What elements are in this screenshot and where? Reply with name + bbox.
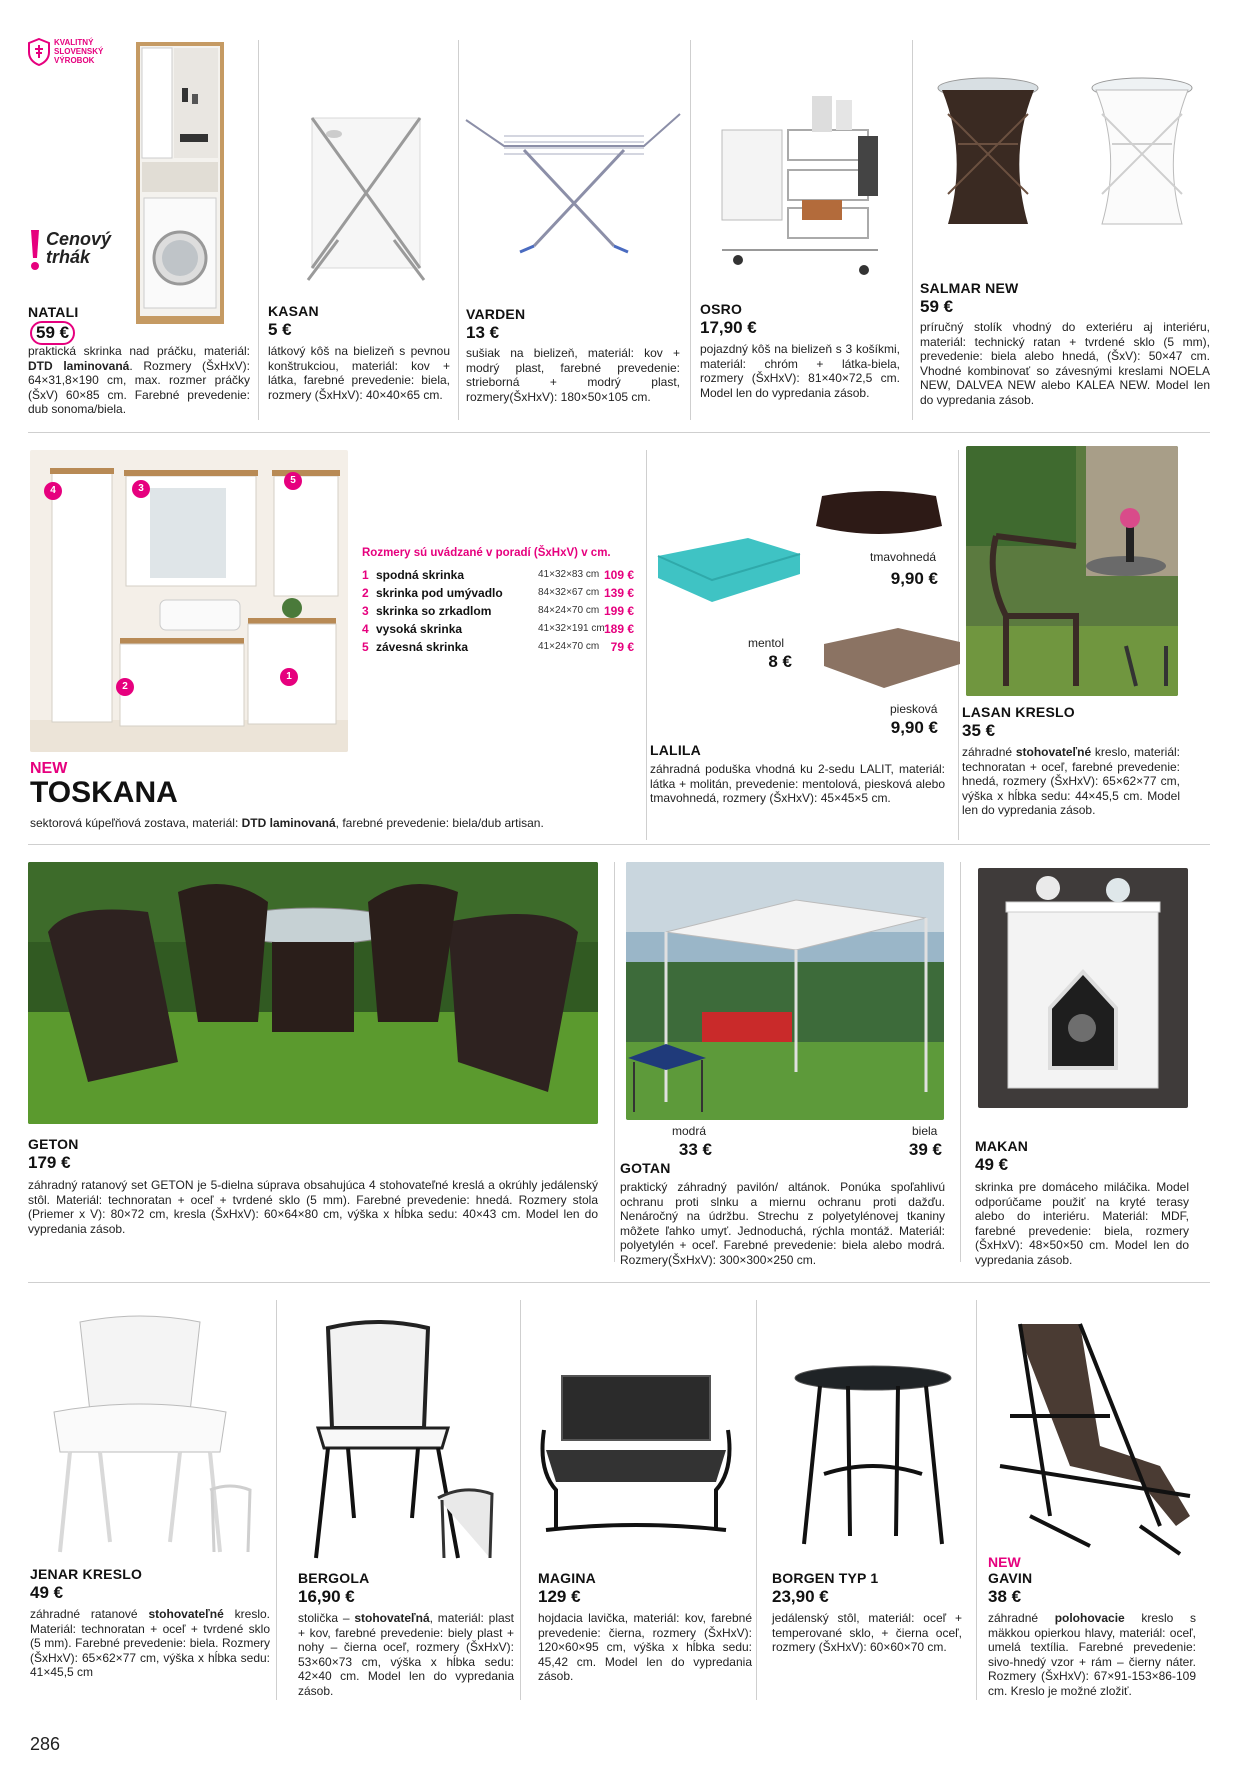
variant-price: 33 €	[678, 1140, 712, 1159]
marker-badge: 5	[284, 472, 302, 490]
product-name: MAGINA	[538, 1570, 596, 1586]
quality-badge	[28, 38, 128, 72]
desc-text: záhradné ratanové	[30, 1607, 138, 1621]
product-description: jedálenský stôl, materiál: oceľ + temperované sklo, + čierna oceľ, rozmery (ŠxHxV): 60×60×70 cm.	[772, 1611, 962, 1655]
gavin-new-label: NEW	[988, 1554, 1021, 1570]
product-price: 23,90 €	[772, 1587, 829, 1606]
item-dims: 41×32×191 cm	[538, 623, 605, 634]
product-name: OSRO	[700, 301, 743, 317]
toskana-item	[362, 640, 634, 660]
desc-text: . Rozmery (ŠxHxV): 64×31,8×190 cm, max. rozmer práčky (ŠxV) 60×85 cm. Farebné prevedenie: dub sonoma/biela.	[28, 358, 250, 417]
product-description: sušiak na bielizeň, materiál: kov + modrý plast, farebné prevedenie: strieborná + modrý plast, rozmery(ŠxHxV): 180×50×105 cm.	[466, 346, 680, 404]
product-name: NATALI	[28, 304, 79, 320]
product-name: BERGOLA	[298, 1570, 370, 1586]
item-price: 199 €	[603, 604, 634, 618]
marker-badge: 2	[116, 678, 134, 696]
product-name: LALILA	[650, 742, 701, 758]
item-dims: 41×24×70 cm	[538, 641, 600, 652]
jenar-image	[40, 1312, 270, 1564]
desc-text: kreslo, materiál: technoratan + oceľ, farebné prevedenie: hnedá, rozmery (ŠxHxV): 65×62×77 cm, výška x hĺbka sedu: 44×45,5 cm. Model len do vypredania zásob.	[962, 745, 1180, 818]
page-number: 286	[30, 1734, 61, 1754]
toskana-image	[30, 450, 348, 752]
item-price: 189 €	[603, 622, 634, 636]
item-dims: 41×32×83 cm	[538, 569, 600, 580]
product-name: GOTAN	[620, 1160, 671, 1176]
gavin-image	[990, 1316, 1200, 1560]
desc-text: kreslo s mäkkou opierkou hlavy, materiál: oceľ, umelá textília. Farebné prevedenie: sivo-hnedý vzor + rám – čierny náter. Rozmery (ŠxHxV): 67×91-153×86-109 cm. Kreslo je možné zložiť.	[988, 1611, 1196, 1698]
product-price: 49 €	[30, 1583, 64, 1602]
toskana-item	[362, 568, 634, 588]
variant-label: tmavohnedá	[870, 550, 937, 564]
product-description: pojazdný kôš na bielizeň s 3 košíkmi, materiál: chróm + látka-biela, rozmery (ŠxHxV): 81×40×72,5 cm. Model len do vypredania zásob.	[700, 342, 900, 400]
bergola-image	[308, 1318, 508, 1572]
item-label: skrinka pod umývadlo	[376, 586, 503, 600]
desc-text: kreslo. Materiál: technoratan + oceľ + tvrdené sklo (5 mm). Farebné prevedenie: biela. Rozmery (ŠxHxV): 65×62×77 cm, výška x hĺbka sedu: 41×45,5 cm	[30, 1607, 271, 1680]
toskana-description	[30, 816, 650, 831]
marker-badge: 4	[44, 482, 62, 500]
borgen-image	[790, 1364, 956, 1550]
desc-bold: DTD laminovaná	[241, 816, 336, 830]
desc-bold: polohovacie	[1054, 1611, 1125, 1625]
varden-image	[464, 106, 682, 256]
kasan-image	[298, 110, 434, 290]
lasan-image	[966, 446, 1178, 696]
product-price: 129 €	[538, 1587, 581, 1606]
product-name: VARDEN	[466, 306, 526, 322]
makan-image	[978, 868, 1188, 1108]
product-price: 35 €	[962, 721, 996, 740]
item-number: 2	[362, 586, 369, 600]
variant-price: 8 €	[768, 652, 792, 671]
variant-label: piesková	[890, 702, 938, 716]
desc-bold: DTD laminovaná	[28, 358, 130, 373]
variant-label: biela	[912, 1124, 938, 1138]
desc-text: stolička –	[298, 1611, 350, 1625]
product-price: 38 €	[988, 1587, 1022, 1606]
desc-bold: stohovateľné	[148, 1607, 224, 1621]
toskana-title: TOSKANA	[30, 776, 178, 809]
item-dims: 84×32×67 cm	[538, 587, 600, 598]
promo-line: trhák	[46, 247, 91, 267]
product-price: 59 €	[920, 297, 954, 316]
lalila-sand-cushion-image	[818, 622, 966, 694]
marker-badge: 1	[280, 668, 298, 686]
product-name: GETON	[28, 1136, 79, 1152]
gotan-image	[626, 862, 944, 1120]
natali-image	[130, 38, 230, 328]
product-description: hojdacia lavička, materiál: kov, farebné prevedenie: čierna, rozmery (ŠxHxV): 120×60×95 cm, výška x hĺbka sedu: 45,42 cm. Model len do vypredania zásob.	[538, 1611, 752, 1684]
item-label: spodná skrinka	[376, 568, 465, 582]
product-name: MAKAN	[975, 1138, 1029, 1154]
product-price: 13 €	[466, 323, 500, 342]
item-label: vysoká skrinka	[376, 622, 463, 636]
toskana-item	[362, 586, 634, 606]
item-label: závesná skrinka	[376, 640, 469, 654]
product-description: príručný stolík vhodný do exteriéru aj interiéru, materiál: technický ratan + tvrdené sklo (5 mm), prevedenie: biela alebo hnedá, (ŠxV): 50×47 cm. Vhodné kombinovať so závesnými kreslami NOELA NEW, DALVEA NEW alebo KALEA NEW. Model len do vypredania zásob.	[920, 320, 1210, 407]
product-description: skrinka pre domáceho miláčika. Model odporúčame použiť na kryté terasy alebo do interiéru. Materiál: MDF, farebné prevedenie: biela, rozmery (ŠxHxV): 48×50×50 cm. Model len do vypredania zásob.	[975, 1180, 1189, 1267]
product-description: záhradný ratanový set GETON je 5-dielna súprava obsahujúca 4 stohovateľné kreslá a okrúhly jedálenský stôl. Materiál: technoratan + oceľ + tvrdené sklo (5 mm). Farebné prevedenie: hnedá. Rozmery stola (Priemer x V): 80×72 cm, kresla (ŠxHxV): 60×64×80 cm, výška x hĺbka sedu: 40×43 cm. Model len do vypredania zásob.	[28, 1178, 598, 1236]
geton-image	[28, 862, 598, 1124]
product-price: 5 €	[268, 320, 292, 339]
desc-text: , materiál: plast + kov, farebné prevedenie: biely plast + nohy – čierna oceľ, rozmery (ŠxHxV): 53×60×73 cm, výška x hĺbka sedu: 42×40 cm. Model len do vypredania zásob.	[298, 1611, 514, 1698]
item-price: 139 €	[603, 586, 634, 600]
lalila-mentol-cushion-image	[652, 530, 804, 610]
toskana-item	[362, 622, 634, 642]
product-name: KASAN	[268, 303, 319, 319]
toskana-item	[362, 604, 634, 624]
exclamation-icon	[28, 228, 42, 272]
product-price: 49 €	[975, 1155, 1009, 1174]
promo-line: Cenový	[46, 229, 112, 249]
badge-line: SLOVENSKÝ	[54, 47, 104, 56]
desc-bold: stohovateľná	[354, 1611, 430, 1625]
salmar-image	[928, 74, 1208, 236]
product-description: praktický záhradný pavilón/ altánok. Ponúka spoľahlivú ochranu proti slnku a miernu ochranu proti dažďu. Nenáročný na údržbu. Strechu z polyetylénovej tkaniny môžete ľahko umyť. Jednoduchá, rýchla montáž. Materiál: polyetylén + oceľ. Farebné prevedenie: biela alebo modrá. Rozmery(ŠxHxV): 300×300×250 cm.	[620, 1180, 945, 1267]
lalila-dark-cushion-image	[812, 486, 946, 546]
item-price: 79 €	[610, 640, 634, 654]
variant-label: mentol	[748, 636, 785, 650]
product-description	[298, 1611, 514, 1699]
product-price: 16,90 €	[298, 1587, 355, 1606]
product-name: GAVIN	[988, 1570, 1033, 1586]
desc-text: záhradné	[962, 745, 1013, 759]
toskana-new-label: NEW	[30, 760, 68, 777]
product-description: látkový kôš na bielizeň s pevnou konštrukciou, materiál: kov + látka, farebné prevedenie: biela, rozmery (ŠxHxV): 40×40×65 cm.	[268, 344, 450, 402]
desc-bold: stohovateľné	[1015, 745, 1092, 759]
desc-text: , farebné prevedenie: biela/dub artisan.	[335, 816, 544, 830]
product-name: BORGEN TYP 1	[772, 1570, 879, 1586]
variant-price: 9,90 €	[890, 569, 938, 588]
product-description	[28, 344, 250, 417]
item-number: 4	[362, 622, 369, 636]
product-description	[988, 1611, 1196, 1699]
desc-text: praktická skrinka nad práčku, materiál:	[28, 344, 250, 358]
product-description: záhradná poduška vhodná ku 2-sedu LALIT, materiál: látka + molitán, prevedenie: mentolová, piesková alebo tmavohnedá, rozmery (ŠxHxV): 45×45×5 cm.	[650, 762, 945, 806]
product-description	[30, 1607, 270, 1680]
item-number: 5	[362, 640, 369, 654]
badge-line: KVALITNÝ	[54, 38, 94, 47]
product-price: 179 €	[28, 1153, 71, 1172]
toskana-dims-heading: Rozmery sú uvádzané v poradí (ŠxHxV) v cm.	[362, 547, 611, 559]
product-name: SALMAR NEW	[920, 280, 1019, 296]
badge-line: VÝROBOK	[54, 56, 95, 65]
magina-image	[536, 1370, 736, 1540]
variant-price: 39 €	[908, 1140, 942, 1159]
item-price: 109 €	[603, 568, 634, 582]
product-name: JENAR KRESLO	[30, 1566, 143, 1582]
item-label: skrinka so zrkadlom	[376, 604, 492, 618]
product-description	[962, 745, 1180, 818]
variant-label: modrá	[672, 1124, 707, 1138]
product-price: 17,90 €	[700, 318, 757, 337]
item-number: 1	[362, 568, 369, 582]
product-name: LASAN KRESLO	[962, 704, 1075, 720]
variant-price: 9,90 €	[890, 718, 938, 737]
item-dims: 84×24×70 cm	[538, 605, 600, 616]
osro-image	[718, 90, 890, 280]
desc-text: sektorová kúpeľňová zostava, materiál:	[30, 816, 239, 830]
product-price: 59 €	[30, 321, 75, 345]
marker-badge: 3	[132, 480, 150, 498]
shield-icon	[28, 38, 50, 66]
desc-text: záhradné	[988, 1611, 1039, 1625]
promo-label	[28, 228, 138, 272]
item-number: 3	[362, 604, 369, 618]
